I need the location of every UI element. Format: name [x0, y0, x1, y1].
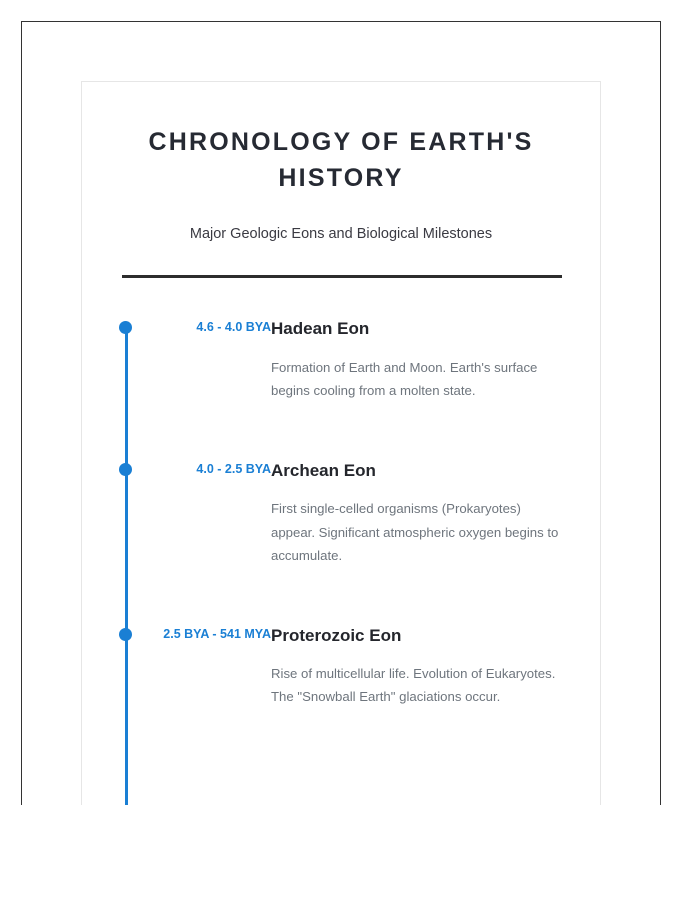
timeline-entry: [122, 461, 560, 568]
document-card: [81, 81, 601, 805]
timeline-marker-dot-icon: [119, 463, 132, 476]
title-divider: [122, 275, 562, 278]
timeline-entry-date: 4.0 - 2.5 BYA: [196, 461, 271, 476]
timeline-entry-body: [271, 461, 560, 568]
timeline-entry: [122, 319, 560, 402]
timeline-entry-date: 2.5 BYA - 541 MYA: [163, 626, 271, 641]
page-title: CHRONOLOGY OF EARTH'S HISTORY: [148, 128, 534, 192]
timeline-marker-dot-icon: [119, 628, 132, 641]
document-content: [82, 82, 600, 769]
timeline-entry-title: Hadean Eon: [271, 319, 370, 339]
page-frame: [21, 21, 661, 805]
timeline-entry-date: 4.6 - 4.0 BYA: [196, 320, 271, 335]
timeline-entry-body: [271, 626, 560, 709]
page-subtitle: Major Geologic Eons and Biological Milestones: [189, 226, 493, 242]
timeline: [122, 319, 560, 769]
timeline-entry: [122, 626, 560, 709]
timeline-entry-description: Rise of multicellular life. Evolution of Eukaryotes. The "Snowball Earth" glaciations occur.: [271, 665, 556, 705]
timeline-entry-description: Formation of Earth and Moon. Earth's surface begins cooling from a molten state.: [271, 359, 538, 399]
timeline-entry-body: [271, 319, 560, 402]
timeline-marker-dot-icon: [119, 321, 132, 334]
timeline-entry-description: First single-celled organisms (Prokaryotes) appear. Significant atmospheric oxygen begins to accumulate.: [271, 501, 559, 564]
timeline-entry-title: Proterozoic Eon: [271, 625, 402, 645]
timeline-entry-title: Archean Eon: [271, 460, 376, 480]
